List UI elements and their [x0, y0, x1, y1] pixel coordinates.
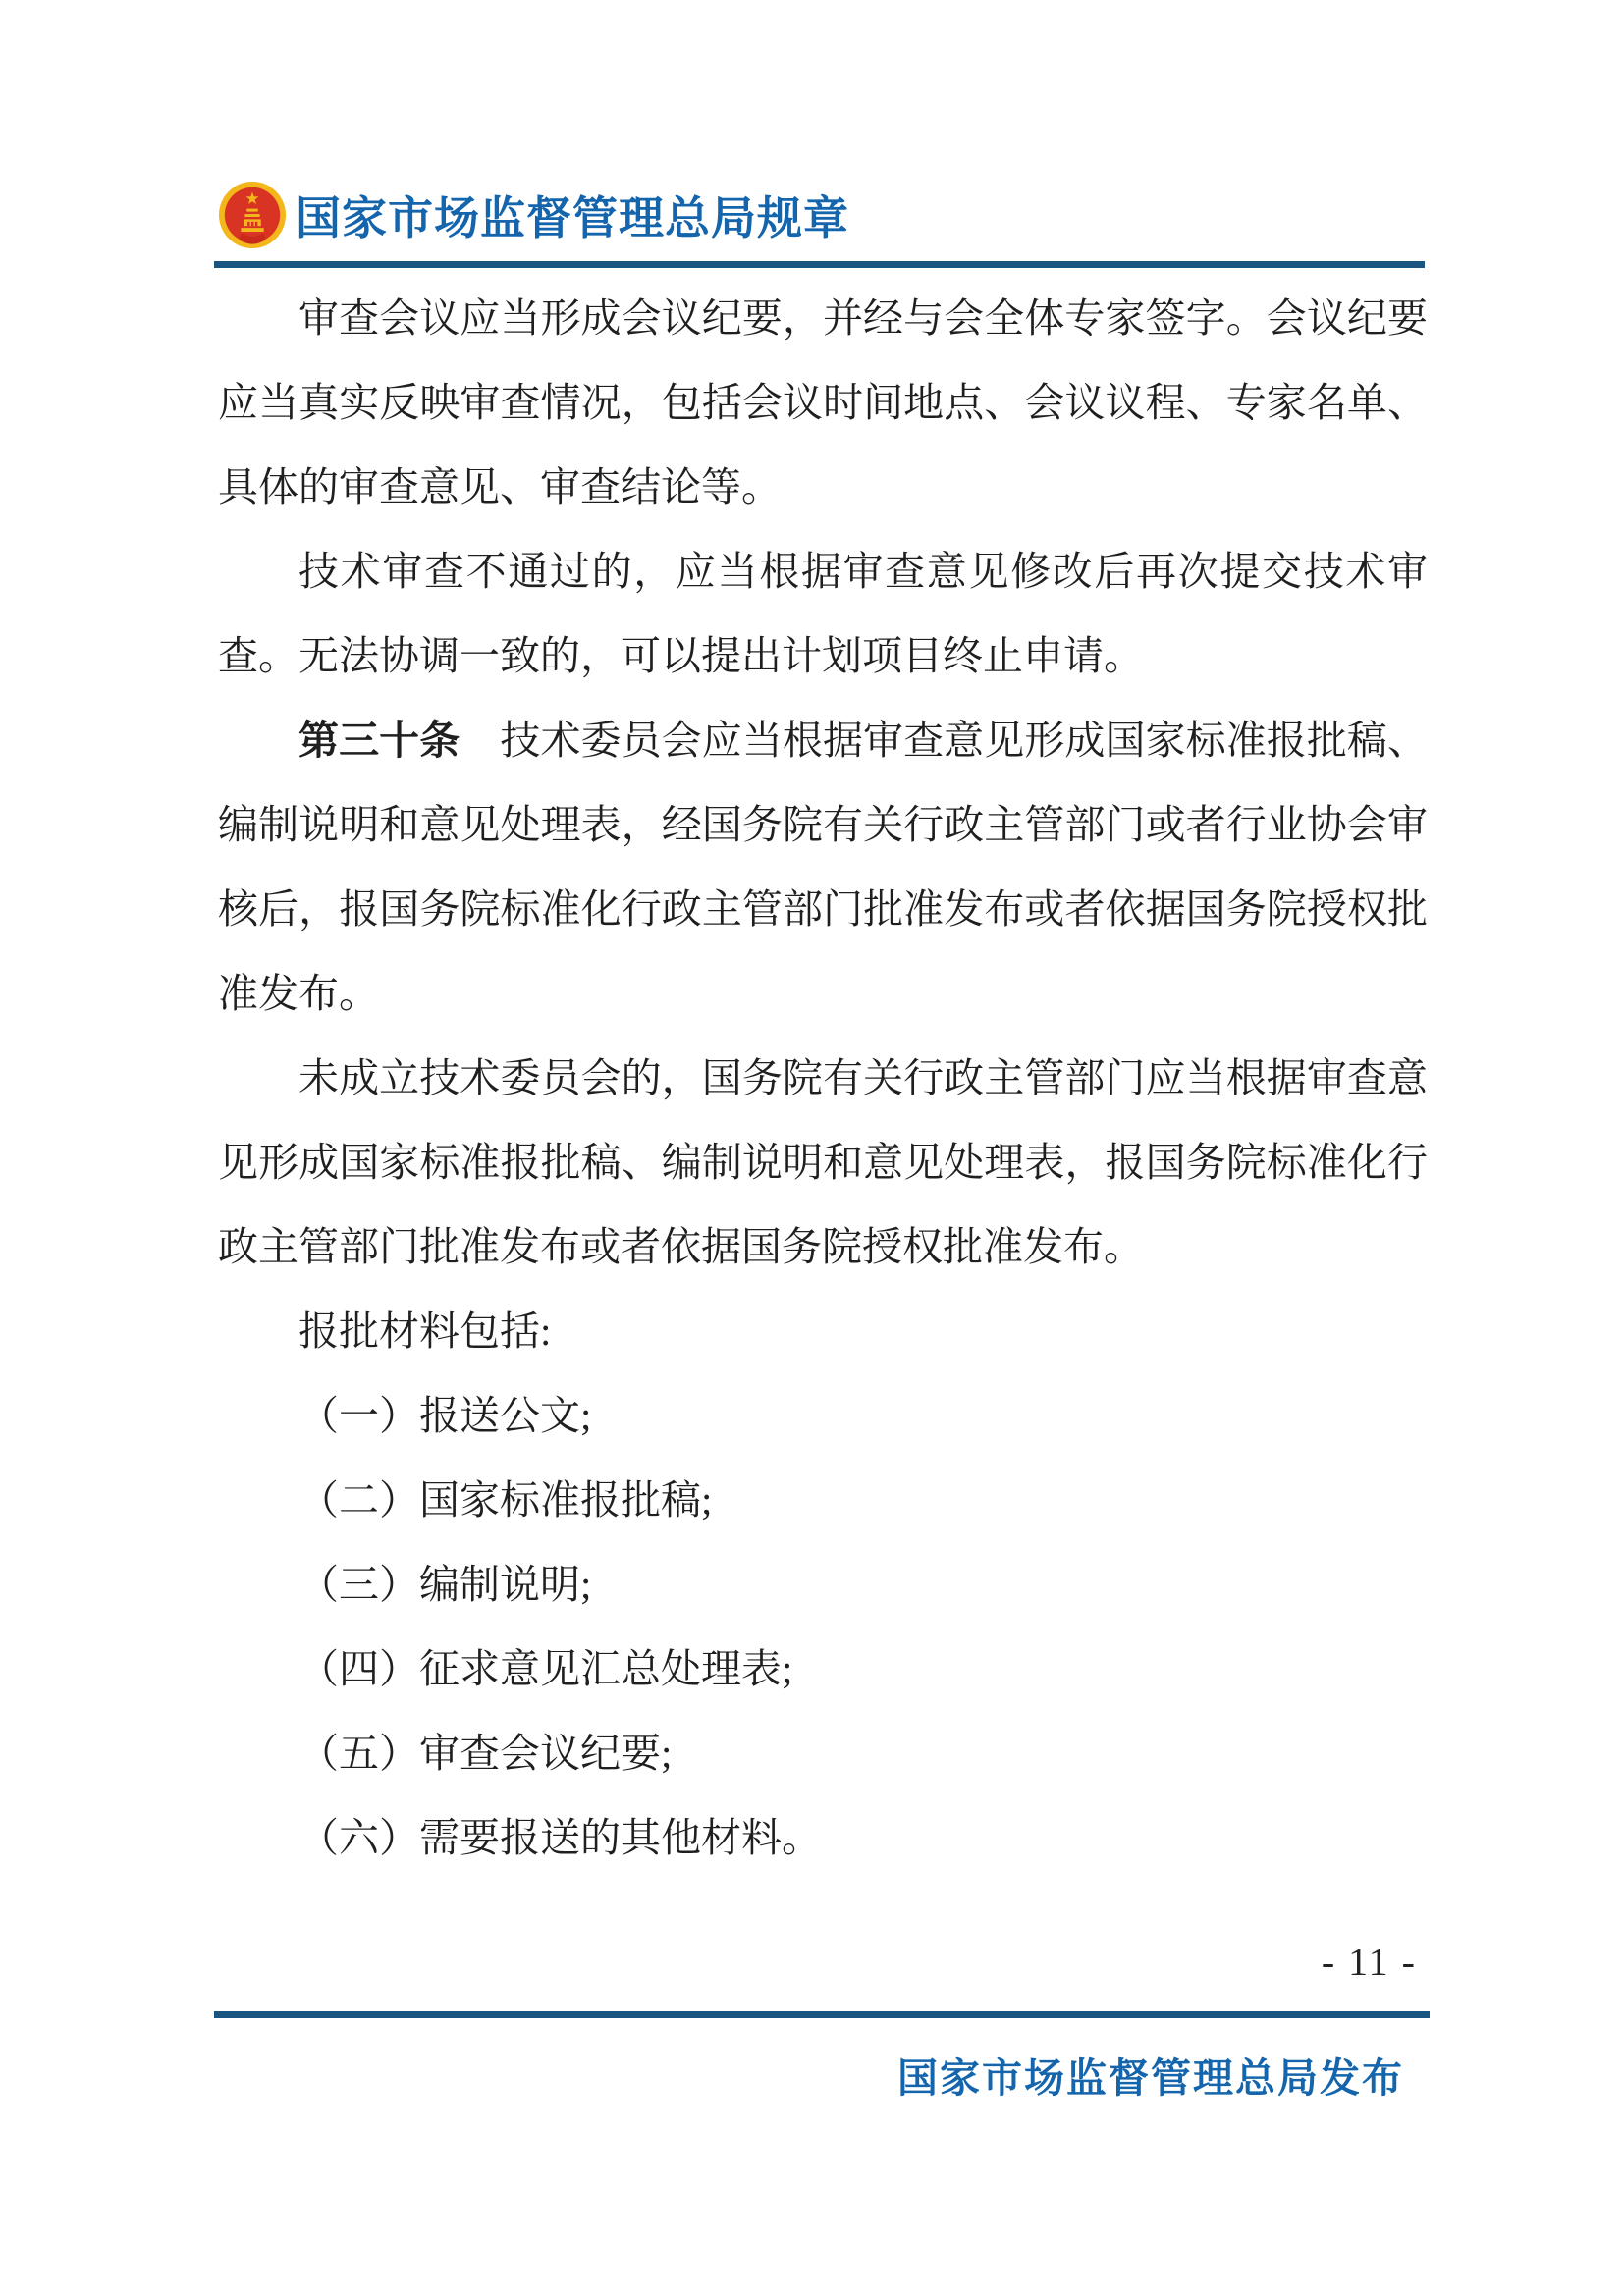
list-item-2: [218, 1458, 1428, 1542]
list-item-5: [218, 1711, 1428, 1795]
paragraph-text: （五）审查会议纪要;: [298, 1731, 673, 1776]
list-item-4: [218, 1627, 1428, 1711]
paragraph-text: （六）需要报送的其他材料。: [298, 1815, 822, 1860]
paragraph-article-30: [218, 698, 1428, 1036]
document-header: [218, 180, 849, 250]
list-item-3: [218, 1542, 1428, 1627]
paragraph-text: 技术委员会应当根据审查意见形成国家标准报批稿、编制说明和意见处理表，经国务院有关行政主管部门或者行业协会审核后，报国务院标准化行政主管部门批准发布或者依据国务院授权批准发布。: [218, 718, 1428, 1016]
header-divider: [214, 261, 1425, 268]
paragraph-review-fail: [218, 529, 1428, 698]
list-item-1: [218, 1373, 1428, 1458]
header-title: 国家市场监督管理总局规章: [296, 193, 849, 243]
page-number: - 11 -: [1321, 1940, 1417, 1984]
paragraph-text: 报批材料包括:: [298, 1308, 552, 1354]
paragraph-text: （三）编制说明;: [298, 1562, 592, 1607]
paragraph-materials-intro: [218, 1289, 1428, 1373]
list-item-6: [218, 1795, 1428, 1880]
footer-publisher: 国家市场监督管理总局发布: [897, 2056, 1404, 2101]
paragraph-text: （四）征求意见汇总处理表;: [298, 1646, 793, 1691]
paragraph-text: 技术审查不通过的，应当根据审查意见修改后再次提交技术审查。无法协调一致的，可以提出计划项目终止申请。: [218, 549, 1428, 678]
paragraph-text: （一）报送公文;: [298, 1393, 592, 1438]
document-body: [218, 276, 1428, 1880]
article-number: 第三十条: [298, 718, 460, 763]
national-emblem-icon: [218, 181, 287, 249]
paragraph-no-committee: [218, 1036, 1428, 1289]
paragraph-text: 未成立技术委员会的，国务院有关行政主管部门应当根据审查意见形成国家标准报批稿、编制说明和意见处理表，报国务院标准化行政主管部门批准发布或者依据国务院授权批准发布。: [218, 1055, 1428, 1269]
footer-divider: [214, 2011, 1430, 2018]
paragraph-text: （二）国家标准报批稿;: [298, 1477, 713, 1522]
paragraph-text: 审查会议应当形成会议纪要，并经与会全体专家签字。会议纪要应当真实反映审查情况，包括会议时间地点、会议议程、专家名单、具体的审查意见、审查结论等。: [218, 295, 1428, 509]
paragraph-review-minutes: [218, 276, 1428, 529]
